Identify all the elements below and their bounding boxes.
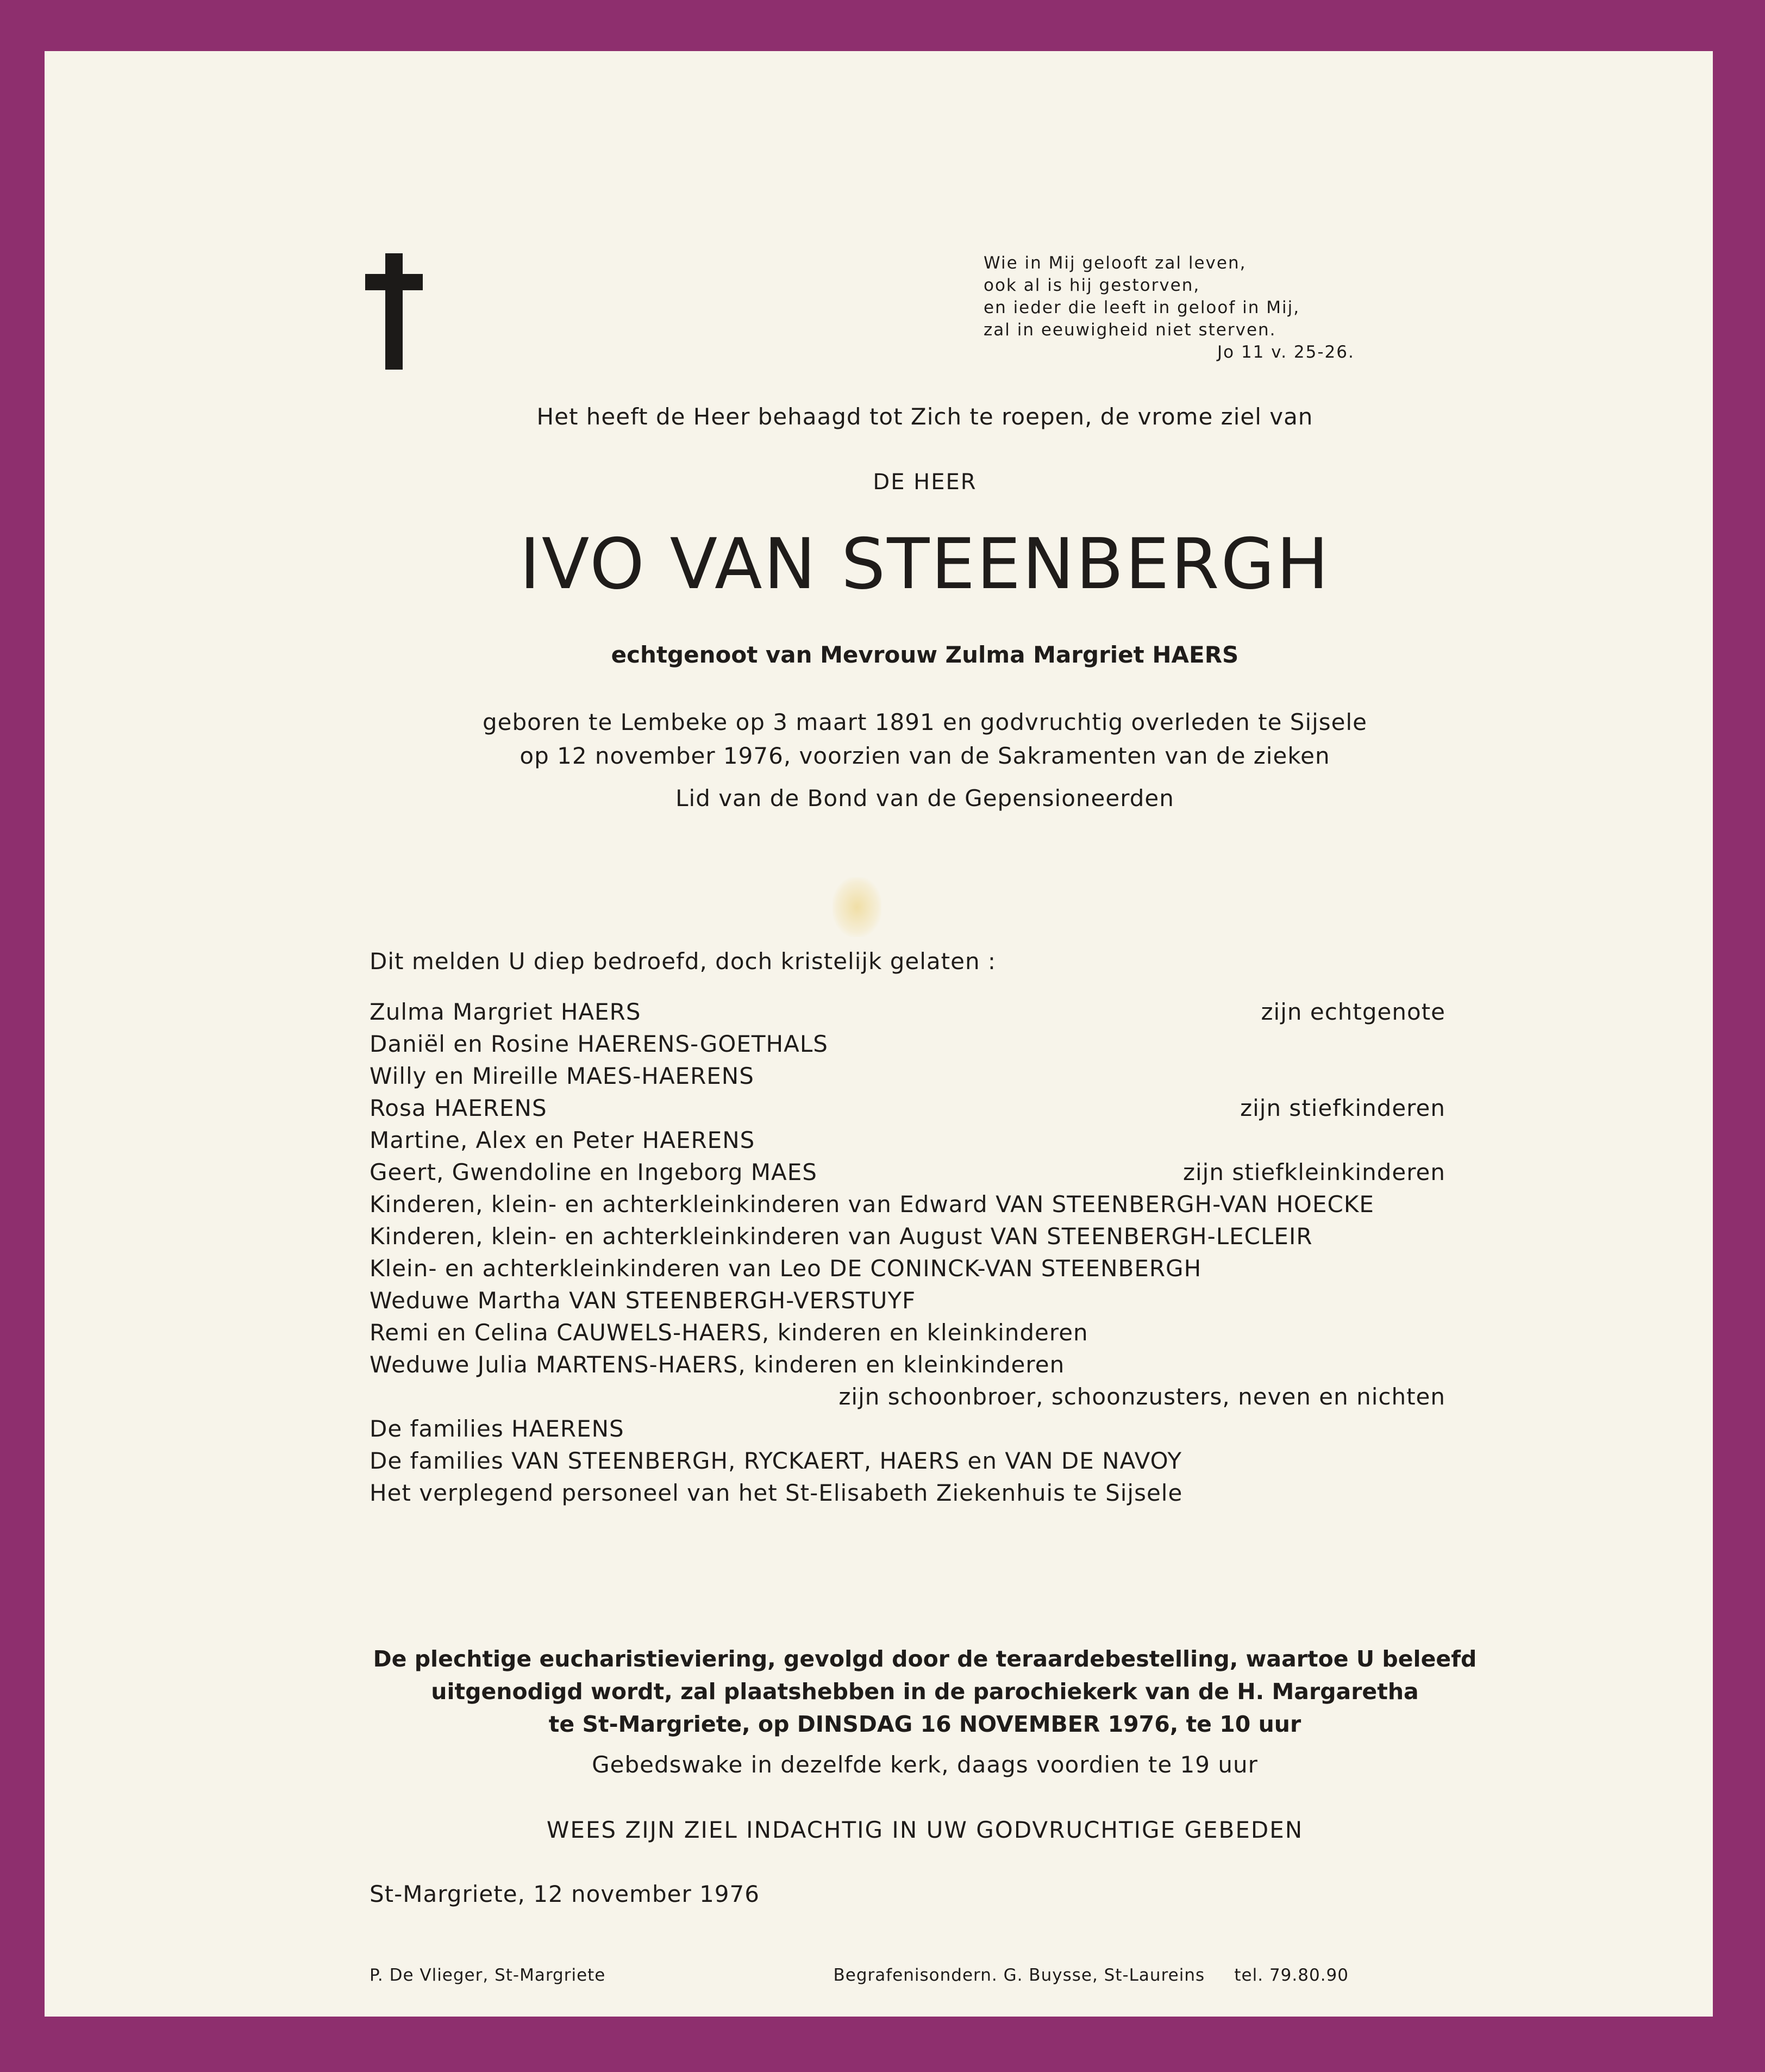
- service-line: te St-Margriete, op DINSDAG 16 NOVEMBER 1976, te 10 uur: [548, 1711, 1301, 1737]
- mourner-relation: zijn schoonbroer, schoonzusters, neven en nichten: [838, 1383, 1445, 1410]
- undertaker-credit: Begrafenisondern. G. Buysse, St-Laureins tel. 79.80.90: [833, 1965, 1349, 1985]
- verse-line: en ieder die leeft in geloof in Mij,: [984, 298, 1300, 317]
- mourners-list: [370, 996, 1445, 1509]
- printer-credit: P. De Vlieger, St-Margriete: [370, 1965, 606, 1985]
- mourner-relation: zijn echtgenote: [1261, 998, 1445, 1025]
- mourner-name: Kinderen, klein- en achterkleinkinderen van August VAN STEENBERGH-LECLEIR: [370, 1223, 1313, 1250]
- mourner-name: Martine, Alex en Peter HAERENS: [370, 1127, 755, 1153]
- list-item: [370, 1316, 1445, 1349]
- verse-reference: Jo 11 v. 25-26.: [1217, 342, 1355, 362]
- list-item: [370, 1252, 1445, 1284]
- list-item: [370, 1349, 1445, 1381]
- service-line: De plechtige eucharistieviering, gevolgd door de teraardebestelling, waartoe U beleefd: [373, 1646, 1477, 1672]
- mourner-name: Rosa HAERENS: [370, 1095, 547, 1121]
- verse-line: Wie in Mij gelooft zal leven,: [984, 253, 1247, 273]
- mourner-name: De families HAERENS: [370, 1415, 624, 1442]
- honorific-title: DE HEER: [873, 470, 977, 495]
- spouse-line: echtgenoot van Mevrouw Zulma Margriet HAERS: [611, 641, 1239, 668]
- mourner-name: Weduwe Julia MARTENS-HAERS, kinderen en kleinkinderen: [370, 1351, 1065, 1378]
- announcement-line: Dit melden U diep bedroefd, doch kristelijk gelaten :: [370, 948, 997, 975]
- paper-stain: [833, 877, 881, 937]
- mourner-name: Klein- en achterkleinkinderen van Leo DE CONINCK-VAN STEENBERGH: [370, 1255, 1202, 1282]
- membership-line: Lid van de Bond van de Gepensioneerden: [675, 785, 1174, 812]
- verse-line: zal in eeuwigheid niet sterven.: [984, 320, 1276, 340]
- service-details: [349, 1643, 1501, 1740]
- list-item: [370, 1284, 1445, 1316]
- list-item: [370, 1124, 1445, 1156]
- death-notice-card: [45, 51, 1713, 2017]
- list-item: [370, 1092, 1445, 1124]
- mourner-name: Zulma Margriet HAERS: [370, 998, 641, 1025]
- mourner-name: Daniël en Rosine HAERENS-GOETHALS: [370, 1031, 828, 1057]
- birth-line: geboren te Lembeke op 3 maart 1891 en godvruchtig overleden te Sijsele: [482, 709, 1368, 735]
- list-item: [370, 1413, 1445, 1445]
- list-item: [370, 1477, 1445, 1509]
- cross-icon: [365, 253, 423, 370]
- closing-line: WEES ZIJN ZIEL INDACHTIG IN UW GODVRUCHTIGE GEBEDEN: [546, 1817, 1304, 1843]
- list-item: [370, 1220, 1445, 1252]
- mourner-name: Weduwe Martha VAN STEENBERGH-VERSTUYF: [370, 1287, 916, 1314]
- service-line: uitgenodigd wordt, zal plaatshebben in de parochiekerk van de H. Margaretha: [431, 1678, 1419, 1705]
- mourner-relation: zijn stiefkleinkinderen: [1182, 1159, 1445, 1185]
- mourner-relation: zijn stiefkinderen: [1240, 1095, 1445, 1121]
- mourner-name: Remi en Celina CAUWELS-HAERS, kinderen en kleinkinderen: [370, 1319, 1088, 1346]
- mourner-name: Het verplegend personeel van het St-Elisabeth Ziekenhuis te Sijsele: [370, 1480, 1183, 1506]
- deceased-name: IVO VAN STEENBERGH: [520, 524, 1330, 605]
- bible-verse: [984, 252, 1355, 364]
- death-line: op 12 november 1976, voorzien van de Sakramenten van de zieken: [520, 742, 1330, 769]
- mourner-name: Kinderen, klein- en achterkleinkinderen van Edward VAN STEENBERGH-VAN HOECKE: [370, 1191, 1374, 1218]
- list-item: [370, 1060, 1445, 1092]
- list-item: [370, 1445, 1445, 1477]
- birth-death-details: [349, 706, 1501, 773]
- list-item: [370, 996, 1445, 1028]
- vigil-line: Gebedswake in dezelfde kerk, daags voordien te 19 uur: [592, 1751, 1258, 1778]
- mourner-name: Willy en Mireille MAES-HAERENS: [370, 1063, 754, 1089]
- list-item: [370, 1028, 1445, 1060]
- list-item: [370, 1381, 1445, 1413]
- intro-text: Het heeft de Heer behaagd tot Zich te roepen, de vrome ziel van: [536, 403, 1313, 430]
- list-item: [370, 1156, 1445, 1188]
- mourner-name: De families VAN STEENBERGH, RYCKAERT, HAERS en VAN DE NAVOY: [370, 1447, 1182, 1474]
- mourner-name: Geert, Gwendoline en Ingeborg MAES: [370, 1159, 817, 1185]
- place-date: St-Margriete, 12 november 1976: [370, 1881, 760, 1907]
- list-item: [370, 1188, 1445, 1220]
- verse-line: ook al is hij gestorven,: [984, 276, 1200, 295]
